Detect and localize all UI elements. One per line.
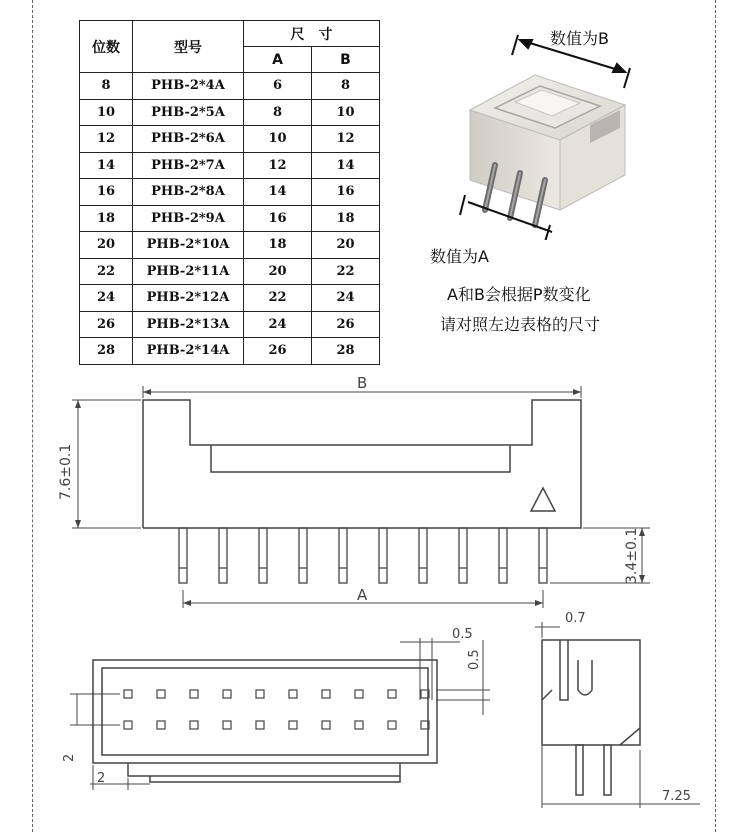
pin-hole — [256, 690, 264, 698]
cell-a: 6 — [244, 73, 312, 100]
dim-2-left-text: 2 — [62, 753, 77, 762]
header-b: B — [312, 47, 380, 73]
pin-hole — [322, 721, 330, 729]
pin-hole — [355, 721, 363, 729]
pin-hole — [157, 690, 165, 698]
dim-height-text: 7.6±0.1 — [58, 443, 74, 500]
table-row — [80, 152, 380, 179]
cell-pos: 8 — [80, 73, 133, 100]
cell-pos: 10 — [80, 99, 133, 126]
cell-model: PHB-2*9A — [133, 205, 244, 232]
dim-a-text: A — [357, 586, 368, 604]
pin — [499, 528, 507, 583]
cell-b: 12 — [312, 126, 380, 153]
header-pos: 位数 — [80, 21, 133, 73]
cell-model: PHB-2*12A — [133, 285, 244, 312]
table-row — [80, 73, 380, 100]
cell-model: PHB-2*6A — [133, 126, 244, 153]
header-a: A — [244, 47, 312, 73]
table-row — [80, 126, 380, 153]
cell-model: PHB-2*5A — [133, 99, 244, 126]
connector-photo — [440, 20, 660, 240]
cell-a: 14 — [244, 179, 312, 206]
pin-hole — [355, 690, 363, 698]
header-size: 尺 寸 — [244, 21, 380, 47]
cell-pos: 26 — [80, 311, 133, 338]
pin-hole — [289, 721, 297, 729]
cell-model: PHB-2*13A — [133, 311, 244, 338]
pin — [219, 528, 227, 583]
table-row — [80, 258, 380, 285]
cell-b: 24 — [312, 285, 380, 312]
table-row — [80, 99, 380, 126]
cell-pos: 28 — [80, 338, 133, 365]
cell-b: 10 — [312, 99, 380, 126]
table-row — [80, 338, 380, 365]
cell-pos: 14 — [80, 152, 133, 179]
cell-a: 18 — [244, 232, 312, 259]
cell-a: 22 — [244, 285, 312, 312]
cell-b: 18 — [312, 205, 380, 232]
cell-b: 22 — [312, 258, 380, 285]
note-line-1: A和B会根据P数变化 — [447, 285, 591, 304]
cell-b: 8 — [312, 73, 380, 100]
label-a: 数值为A — [430, 247, 489, 266]
dim-07-text: 0.7 — [565, 611, 586, 626]
pin — [259, 528, 267, 583]
cell-b: 28 — [312, 338, 380, 365]
pin-hole — [388, 721, 396, 729]
pin — [299, 528, 307, 583]
cell-a: 16 — [244, 205, 312, 232]
pin-hole — [124, 690, 132, 698]
table-row — [80, 285, 380, 312]
cell-pos: 12 — [80, 126, 133, 153]
cell-pos: 22 — [80, 258, 133, 285]
table-row — [80, 205, 380, 232]
table-row — [80, 232, 380, 259]
table-row — [80, 179, 380, 206]
dim-725-text: 7.25 — [662, 789, 691, 804]
pin-hole — [190, 690, 198, 698]
dim-pitch-y-text: 0.5 — [467, 649, 482, 670]
cell-a: 8 — [244, 99, 312, 126]
cell-a: 12 — [244, 152, 312, 179]
pin-hole — [223, 690, 231, 698]
cell-model: PHB-2*14A — [133, 338, 244, 365]
cell-b: 16 — [312, 179, 380, 206]
pin — [459, 528, 467, 583]
cell-b: 26 — [312, 311, 380, 338]
dim-pitch-x-text: 0.5 — [452, 627, 473, 642]
pin-hole — [256, 721, 264, 729]
label-b: 数值为B — [550, 29, 609, 48]
dim-pin-text: 3.4±0.1 — [624, 527, 640, 584]
cell-pos: 16 — [80, 179, 133, 206]
pin — [539, 528, 547, 583]
cell-model: PHB-2*4A — [133, 73, 244, 100]
pin — [179, 528, 187, 583]
technical-drawing — [0, 362, 750, 832]
cell-pos: 20 — [80, 232, 133, 259]
dim-b-text: B — [357, 374, 368, 392]
pin-hole — [190, 721, 198, 729]
cell-a: 20 — [244, 258, 312, 285]
pin — [419, 528, 427, 583]
cell-model: PHB-2*10A — [133, 232, 244, 259]
cell-pos: 24 — [80, 285, 133, 312]
cell-a: 26 — [244, 338, 312, 365]
pin-hole — [289, 690, 297, 698]
cell-pos: 18 — [80, 205, 133, 232]
pin-hole — [223, 721, 231, 729]
pin — [379, 528, 387, 583]
pin-hole — [124, 721, 132, 729]
note-line-2: 请对照左边表格的尺寸 — [440, 315, 601, 334]
spec-table — [79, 20, 380, 365]
cell-b: 20 — [312, 232, 380, 259]
cell-a: 10 — [244, 126, 312, 153]
pin — [339, 528, 347, 583]
pin-hole — [322, 690, 330, 698]
header-model: 型号 — [133, 21, 244, 73]
cell-model: PHB-2*7A — [133, 152, 244, 179]
dim-2-bottom-text: 2 — [97, 771, 106, 786]
pin-hole — [157, 721, 165, 729]
pin-hole — [388, 690, 396, 698]
cell-b: 14 — [312, 152, 380, 179]
cell-a: 24 — [244, 311, 312, 338]
table-row — [80, 311, 380, 338]
cell-model: PHB-2*8A — [133, 179, 244, 206]
cell-model: PHB-2*11A — [133, 258, 244, 285]
